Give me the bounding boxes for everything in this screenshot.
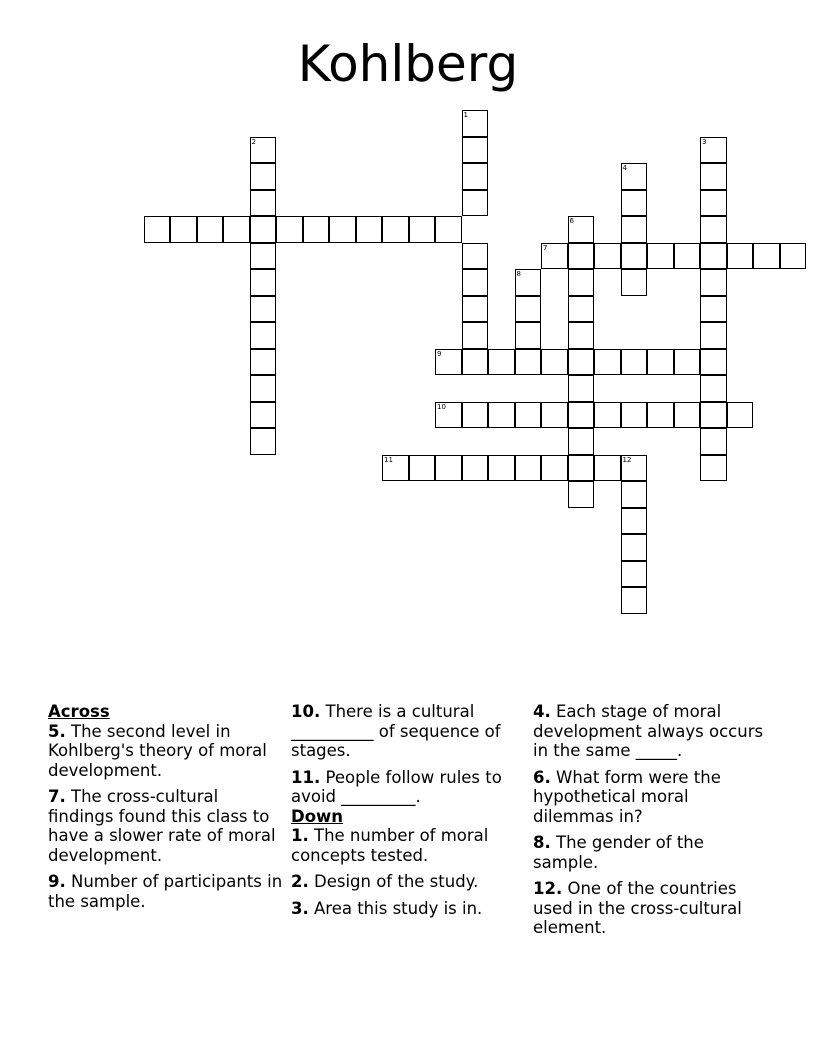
grid-cell[interactable]	[303, 216, 330, 243]
clue-across-7	[48, 787, 284, 865]
grid-cell[interactable]	[621, 561, 648, 588]
grid-cell[interactable]	[568, 349, 595, 376]
grid-cell[interactable]	[568, 428, 595, 455]
grid-cell[interactable]	[621, 508, 648, 535]
clue-down-6	[533, 768, 769, 827]
grid-cell[interactable]	[727, 402, 754, 429]
grid-cell[interactable]	[780, 243, 807, 270]
grid-cell[interactable]	[700, 455, 727, 482]
grid-cell[interactable]	[409, 455, 436, 482]
clue-number: 1.	[291, 826, 309, 845]
grid-cell[interactable]	[647, 349, 674, 376]
grid-cell[interactable]	[621, 349, 648, 376]
grid-cell[interactable]	[329, 216, 356, 243]
clue-number: 5.	[48, 721, 66, 741]
cell-number: 12	[622, 455, 632, 464]
grid-cell[interactable]	[700, 190, 727, 217]
clue-text: Number of participants in the sample.	[48, 872, 283, 911]
grid-cell[interactable]	[568, 216, 595, 243]
grid-cell[interactable]	[594, 455, 621, 482]
grid-cell[interactable]	[250, 402, 277, 429]
cell-number: 8	[516, 270, 521, 278]
clue-across-10	[291, 702, 527, 761]
clue-number: 6.	[533, 767, 551, 787]
grid-cell[interactable]	[250, 269, 277, 296]
grid-cell[interactable]	[515, 402, 542, 429]
grid-cell[interactable]	[462, 137, 489, 164]
grid-cell[interactable]	[382, 455, 409, 482]
grid-cell[interactable]	[753, 243, 780, 270]
grid-cell[interactable]	[488, 349, 515, 376]
grid-cell[interactable]	[700, 163, 727, 190]
grid-cell[interactable]	[488, 455, 515, 482]
grid-cell[interactable]	[541, 349, 568, 376]
clue-number: 7.	[48, 787, 66, 806]
cell-number: 7	[543, 243, 548, 252]
grid-cell[interactable]	[621, 534, 648, 561]
cell-number: 11	[384, 455, 393, 464]
grid-cell[interactable]	[223, 216, 250, 243]
grid-cell[interactable]	[700, 216, 727, 243]
grid-cell[interactable]	[568, 375, 595, 402]
clue-column-1	[48, 702, 284, 918]
clue-text: The gender of the sample.	[533, 833, 704, 872]
grid-cell[interactable]	[462, 296, 489, 323]
grid-cell[interactable]	[594, 243, 621, 270]
clue-text: One of the countries used in the cross-cultural element.	[533, 879, 742, 937]
grid-cell[interactable]	[144, 216, 171, 243]
clue-text: The cross-cultural findings found this class to have a slower rate of moral development.	[48, 787, 276, 865]
clue-across-5	[48, 722, 284, 781]
grid-cell[interactable]	[462, 349, 489, 376]
grid-cell[interactable]	[568, 322, 595, 349]
grid-cell[interactable]	[568, 269, 595, 296]
clue-text: There is a cultural __________ of sequence of stages.	[291, 702, 501, 760]
grid-cell[interactable]	[621, 402, 648, 429]
cell-number: 9	[437, 349, 442, 358]
clue-text: Area this study is in.	[314, 898, 483, 918]
grid-cell[interactable]	[515, 296, 542, 323]
grid-cell[interactable]	[674, 243, 701, 270]
grid-cell[interactable]	[621, 216, 648, 243]
grid-cell[interactable]	[462, 269, 489, 296]
grid-cell[interactable]	[462, 322, 489, 349]
grid-cell[interactable]	[541, 455, 568, 482]
clue-column-3	[533, 702, 769, 945]
grid-cell[interactable]	[621, 190, 648, 217]
grid-cell[interactable]	[700, 349, 727, 376]
grid-cell[interactable]	[515, 455, 542, 482]
puzzle-title: Kohlberg	[297, 35, 519, 93]
grid-cell[interactable]	[276, 216, 303, 243]
cell-number: 2	[251, 137, 256, 146]
clue-text: The second level in Kohlberg's theory of moral development.	[48, 721, 267, 780]
clue-down-8	[533, 833, 769, 872]
clue-down-4	[533, 702, 769, 761]
cell-number: 4	[622, 164, 627, 172]
grid-cell[interactable]	[250, 296, 277, 323]
grid-cell[interactable]	[700, 243, 727, 270]
grid-cell[interactable]	[568, 243, 595, 270]
grid-cell[interactable]	[594, 349, 621, 376]
grid-cell[interactable]	[250, 243, 277, 270]
grid-cell[interactable]	[700, 402, 727, 429]
clue-down-2	[291, 872, 527, 892]
cell-number: 10	[437, 402, 446, 411]
grid-cell[interactable]	[170, 216, 197, 243]
grid-cell[interactable]	[621, 269, 648, 296]
grid-cell[interactable]	[462, 243, 489, 270]
grid-cell[interactable]	[674, 349, 701, 376]
grid-cell[interactable]	[462, 455, 489, 482]
grid-cell[interactable]	[700, 375, 727, 402]
clue-text: People follow rules to avoid _________.	[291, 767, 502, 806]
grid-cell[interactable]	[541, 243, 568, 270]
grid-cell[interactable]	[541, 402, 568, 429]
clue-down-12	[533, 879, 769, 938]
clue-number: 8.	[533, 833, 551, 852]
grid-cell[interactable]	[568, 296, 595, 323]
clue-text: The number of moral concepts tested.	[291, 826, 489, 865]
clue-number: 11.	[291, 767, 321, 787]
grid-cell[interactable]	[435, 402, 462, 429]
grid-cell[interactable]	[594, 402, 621, 429]
cell-number: 3	[702, 137, 707, 146]
clue-number: 4.	[533, 702, 551, 721]
grid-cell[interactable]	[700, 269, 727, 296]
clue-text: Each stage of moral development always occurs in the same _____.	[533, 702, 764, 760]
down-heading: Down	[291, 806, 344, 826]
grid-cell[interactable]	[674, 402, 701, 429]
grid-cell[interactable]	[435, 349, 462, 376]
cell-number: 1	[463, 111, 468, 119]
across-heading: Across	[48, 702, 110, 721]
grid-cell[interactable]	[700, 322, 727, 349]
grid-cell[interactable]	[250, 137, 277, 164]
grid-cell[interactable]	[435, 216, 462, 243]
grid-cell[interactable]	[250, 163, 277, 190]
grid-cell[interactable]	[488, 402, 515, 429]
grid-cell[interactable]	[621, 481, 648, 508]
grid-cell[interactable]	[197, 216, 224, 243]
grid-cell[interactable]	[647, 402, 674, 429]
grid-cell[interactable]	[462, 163, 489, 190]
clue-number: 2.	[291, 872, 309, 891]
clue-across-11	[291, 768, 527, 807]
grid-cell[interactable]	[462, 190, 489, 217]
grid-cell[interactable]	[621, 163, 648, 190]
grid-cell[interactable]	[568, 481, 595, 508]
clue-number: 12.	[533, 879, 563, 898]
grid-cell[interactable]	[700, 137, 727, 164]
grid-cell[interactable]	[250, 190, 277, 217]
grid-cell[interactable]	[515, 322, 542, 349]
grid-cell[interactable]	[621, 243, 648, 270]
clue-across-9	[48, 872, 284, 911]
grid-cell[interactable]	[727, 243, 754, 270]
grid-cell[interactable]	[515, 349, 542, 376]
grid-cell[interactable]	[621, 455, 648, 482]
grid-cell[interactable]	[356, 216, 383, 243]
grid-cell[interactable]	[700, 296, 727, 323]
clue-text: Design of the study.	[314, 872, 479, 891]
grid-cell[interactable]	[462, 402, 489, 429]
grid-cell[interactable]	[250, 428, 277, 455]
clue-down-1	[291, 826, 527, 865]
grid-cell[interactable]	[250, 322, 277, 349]
grid-cell[interactable]	[250, 349, 277, 376]
grid-cell[interactable]	[462, 110, 489, 137]
clue-number: 9.	[48, 872, 66, 891]
grid-cell[interactable]	[515, 269, 542, 296]
clue-column-2	[291, 702, 527, 925]
grid-cell[interactable]	[568, 402, 595, 429]
grid-cell[interactable]	[435, 455, 462, 482]
grid-cell[interactable]	[700, 428, 727, 455]
clue-text: What form were the hypothetical moral dilemmas in?	[533, 767, 721, 826]
clue-number: 10.	[291, 702, 321, 721]
cell-number: 6	[569, 217, 574, 225]
grid-cell[interactable]	[250, 375, 277, 402]
clue-down-3	[291, 899, 527, 919]
grid-cell[interactable]	[568, 455, 595, 482]
grid-cell[interactable]	[409, 216, 436, 243]
grid-cell[interactable]	[647, 243, 674, 270]
grid-cell[interactable]	[621, 587, 648, 614]
grid-cell[interactable]	[382, 216, 409, 243]
clue-number: 3.	[291, 898, 309, 918]
grid-cell[interactable]	[250, 216, 277, 243]
